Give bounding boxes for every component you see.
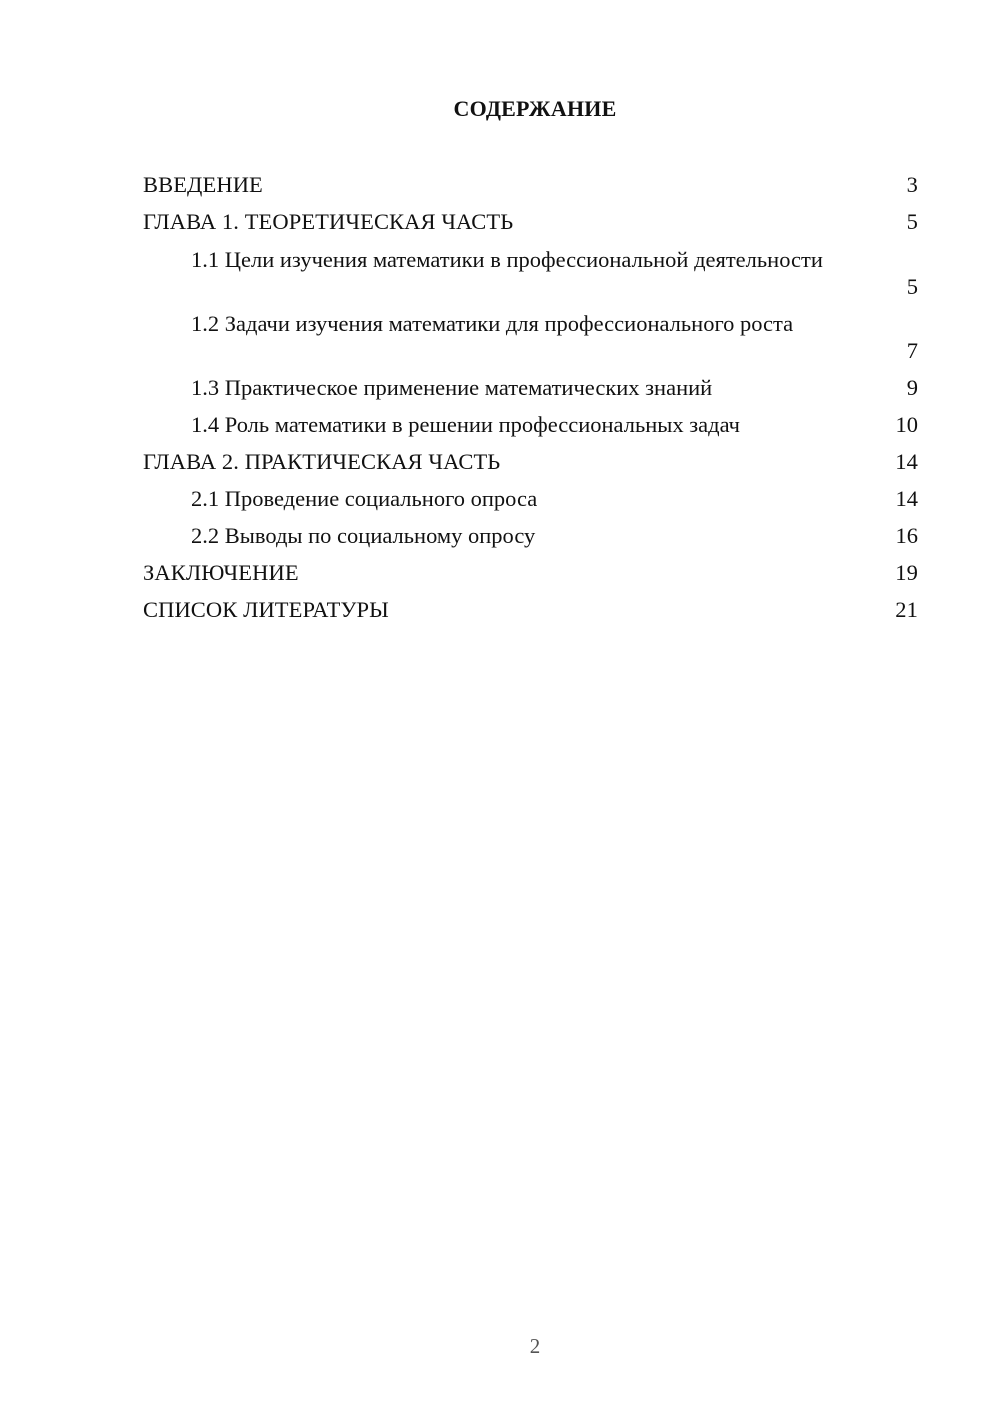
toc-entry-title: 1.2 Задачи изучения математики для профессионального роста (191, 311, 794, 336)
toc-entry-page: 9 (906, 375, 918, 400)
toc-entry-page: 5 (906, 274, 918, 299)
toc-entry-title: ВВЕДЕНИЕ (143, 172, 263, 197)
toc-entry-title: СПИСОК ЛИТЕРАТУРЫ (143, 597, 389, 622)
toc-entry-page: 10 (895, 412, 918, 437)
toc-entry-page: 14 (895, 486, 918, 511)
toc-entry-title: ГЛАВА 1. ТЕОРЕТИЧЕСКАЯ ЧАСТЬ (143, 209, 514, 234)
toc-entry-title: 1.1 Цели изучения математики в профессиональной деятельности (191, 247, 823, 272)
toc-entry-page: 19 (895, 560, 918, 585)
toc-entry-title: ЗАКЛЮЧЕНИЕ (143, 560, 299, 585)
toc-entry-page: 5 (906, 209, 918, 234)
toc-entry-page: 21 (895, 597, 918, 622)
toc-entry-page: 7 (906, 338, 918, 363)
toc-entry-page: 14 (895, 449, 918, 474)
toc-entry-title: ГЛАВА 2. ПРАКТИЧЕСКАЯ ЧАСТЬ (143, 449, 501, 474)
toc-entry-title: 1.4 Роль математики в решении профессиональных задач (191, 412, 740, 437)
toc-entry-title: 2.2 Выводы по социальному опросу (191, 523, 536, 548)
page-title: СОДЕРЖАНИЕ (453, 96, 617, 121)
toc-entry-title: 1.3 Практическое применение математических знаний (191, 375, 713, 400)
toc-entry-page: 3 (906, 172, 918, 197)
page-number: 2 (529, 1334, 541, 1358)
toc-entry-page: 16 (895, 523, 918, 548)
toc-entry-title: 2.1 Проведение социального опроса (191, 486, 538, 511)
